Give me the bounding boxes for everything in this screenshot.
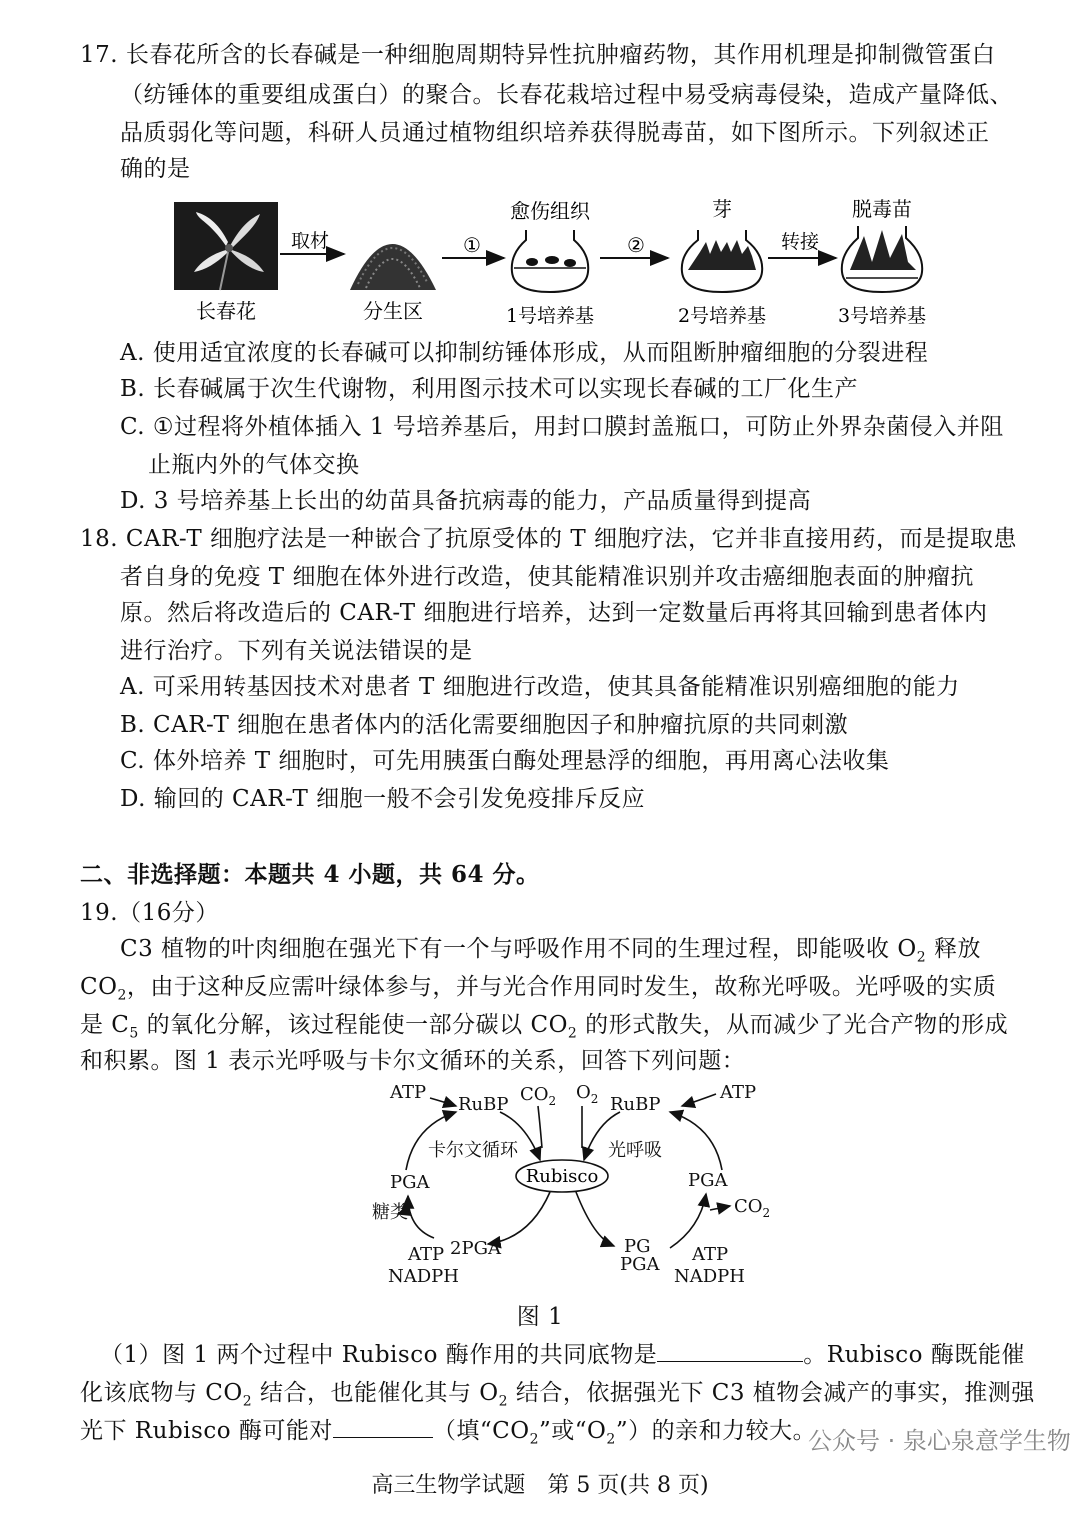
page-footer: 高三生物学试题 第 5 页(共 8 页)	[371, 1473, 709, 1498]
figure-1-photorespiration	[370, 1078, 790, 1294]
q17-line-3: 品质弱化等问题，科研人员通过植物组织培养获得脱毒苗，如下图所示。下列叙述正	[120, 120, 990, 146]
watermark: 公众号 · 泉心泉意学生物	[808, 1427, 1071, 1455]
bud-label: 芽	[712, 197, 732, 221]
fig-atp-br: ATP	[692, 1244, 729, 1265]
periwinkle-photo	[174, 202, 278, 290]
fig-2pga: 2PGA	[450, 1238, 501, 1259]
rubisco-node	[516, 1160, 608, 1192]
flask-2	[682, 230, 762, 292]
q19-p3-sub2: 2	[567, 1025, 578, 1042]
fig-co2-right: $CO_2$	[734, 1196, 771, 1220]
fig-atp-right: ATP	[720, 1082, 757, 1103]
meristem-mound	[350, 244, 436, 290]
q19-sub1-c3: 结合，依据强光下 C3 植物会减产的事实，推测强	[508, 1380, 1035, 1406]
q19-sub1-c1: 化该底物与 CO	[80, 1380, 243, 1406]
fig-co2-top: $CO_2$	[520, 1084, 557, 1108]
fig-nadph-br: NADPH	[674, 1266, 745, 1287]
q17-line-4: 确的是	[120, 156, 191, 182]
answer-blank-2[interactable]	[333, 1415, 433, 1438]
q19-p3-a: 是 C	[80, 1012, 130, 1038]
q19-sub1-text-b: 。Rubisco 酶既能催	[803, 1342, 1025, 1368]
q18-line-4: 进行治疗。下列有关说法错误的是	[120, 638, 473, 664]
q19-p3-sub1: 5	[129, 1025, 139, 1042]
q19-sub1-e2: ”或“O	[539, 1418, 607, 1444]
q19-sub1-text-a: （1）图 1 两个过程中 Rubisco 酶作用的共同底物是	[100, 1342, 658, 1368]
medium1-label: 1号培养基	[505, 305, 595, 327]
q19-p3-b: 的氧化分解，该过程能使一部分碳以 CO	[138, 1012, 568, 1038]
q17-option-c: C. ①过程将外植体插入 1 号培养基后，用封口膜封盖瓶口，可防止外界杂菌侵入并阻	[120, 414, 1004, 440]
fig-pga-right: PGA	[688, 1170, 728, 1191]
flask-1	[512, 230, 588, 292]
q17-option-a: A. 使用适宜浓度的长春碱可以抑制纺锤体形成，从而阻断肿瘤细胞的分裂进程	[120, 340, 929, 366]
fig-pga-mid: PGA	[620, 1254, 660, 1275]
q19-sub1-c-sub1: 2	[242, 1393, 253, 1410]
answer-blank-1[interactable]	[657, 1339, 803, 1362]
section-heading: 二、非选择题：本题共 4 小题，共 64 分。	[80, 861, 540, 888]
q19-sub1-line-1	[100, 1336, 1025, 1374]
fig-pga-left: PGA	[390, 1172, 430, 1193]
q17-option-d: D. 3 号培养基上长出的幼苗具备抗病毒的能力，产品质量得到提高	[120, 488, 812, 514]
q19-header: 19.（16分）	[80, 900, 219, 926]
fig-atp-left: ATP	[390, 1082, 427, 1103]
svg-text:Rubisco: Rubisco	[525, 1166, 599, 1187]
meristem-label: 分生区	[363, 299, 423, 323]
seedling-label: 脱毒苗	[852, 197, 912, 221]
plant-label: 长春花	[196, 299, 256, 323]
q19-p2-sub: 2	[117, 987, 127, 1004]
medium3-label: 3号培养基	[837, 305, 927, 327]
fig-rubp-left: RuBP	[458, 1094, 509, 1115]
fig-nadph-bl: NADPH	[388, 1266, 459, 1287]
fig-atp-bl: ATP	[408, 1244, 445, 1265]
fig-photoresp-label: 光呼吸	[608, 1140, 662, 1161]
q18-line-2: 者自身的免疫 T 细胞在体外进行改造，使其能精准识别并攻击癌细胞表面的肿瘤抗	[120, 564, 974, 590]
q17-line-1: 17. 长春花所含的长春碱是一种细胞周期特异性抗肿瘤药物，其作用机理是抑制微管蛋白	[80, 42, 996, 68]
transfer-label: 转接	[780, 231, 820, 253]
q19-p3-c: 的形式散失，从而减少了光合产物的形成	[577, 1012, 1009, 1038]
q19-sub1-e-sub2: 2	[606, 1431, 616, 1448]
q18-option-d: D. 输回的 CAR-T 细胞一般不会引发免疫排斥反应	[120, 786, 646, 812]
fig-calvin-label: 卡尔文循环	[428, 1140, 518, 1161]
q19-p1-end: 释放	[926, 936, 981, 962]
q19-p2-text: ，由于这种反应需叶绿体参与，并与光合作用同时发生，故称光呼吸。光呼吸的实质	[126, 974, 997, 1000]
fig-o2-top: $O_2$	[576, 1082, 599, 1106]
q17-line-2: （纺锤体的重要组成蛋白）的聚合。长春花栽培过程中易受病毒侵染，造成产量降低、	[120, 82, 1013, 108]
callus-label: 愈伤组织	[510, 199, 590, 223]
step-label: 取材	[290, 230, 330, 252]
q17-option-b: B. 长春碱属于次生代谢物，利用图示技术可以实现长春碱的工厂化生产	[120, 376, 859, 402]
step2-label: ②	[627, 233, 645, 257]
medium2-label: 2号培养基	[677, 305, 767, 327]
q18-option-a: A. 可采用转基因技术对患者 T 细胞进行改造，使其具备能精准识别癌细胞的能力	[120, 674, 960, 700]
q18-option-c: C. 体外培养 T 细胞时，可先用胰蛋白酶处理悬浮的细胞，再用离心法收集	[120, 748, 890, 774]
q19-p1-text: C3 植物的叶肉细胞在强光下有一个与呼吸作用不同的生理过程，即能吸收 O	[120, 936, 917, 962]
step1-label: ①	[463, 233, 481, 257]
fig-rubp-right: RuBP	[610, 1094, 661, 1115]
q19-sub1-c2: 结合，也能催化其与 O	[252, 1380, 499, 1406]
flask-3	[842, 226, 922, 292]
q18-line-1: 18. CAR-T 细胞疗法是一种嵌合了抗原受体的 T 细胞疗法，它并非直接用药，而是提取患	[80, 526, 1017, 552]
q18-option-b: B. CAR-T 细胞在患者体内的活化需要细胞因子和肿瘤抗原的共同刺激	[120, 712, 849, 738]
q19-sub1-e3: ”）的亲和力较大。	[615, 1418, 817, 1444]
fig-pg: PG	[624, 1236, 651, 1257]
q19-p2-co: CO	[80, 974, 118, 1000]
q18-line-3: 原。然后将改造后的 CAR-T 细胞进行培养，达到一定数量后再将其回输到患者体内	[120, 600, 988, 626]
q19-sub1-e1: （填“CO	[432, 1418, 530, 1444]
q19-para-line-4: 和积累。图 1 表示光呼吸与卡尔文循环的关系，回答下列问题：	[80, 1048, 746, 1074]
q17-option-c-cont: 止瓶内外的气体交换	[148, 452, 360, 478]
figure-1-caption: 图 1	[516, 1304, 564, 1330]
q19-sub1-text-d: 光下 Rubisco 酶可能对	[80, 1418, 333, 1444]
q19-p1-sub: 2	[916, 949, 927, 966]
tissue-culture-diagram	[160, 192, 960, 332]
fig-sugar-label: 糖类	[372, 1202, 408, 1223]
q19-sub1-e-sub1: 2	[529, 1431, 540, 1448]
q19-sub1-c-sub2: 2	[498, 1393, 509, 1410]
